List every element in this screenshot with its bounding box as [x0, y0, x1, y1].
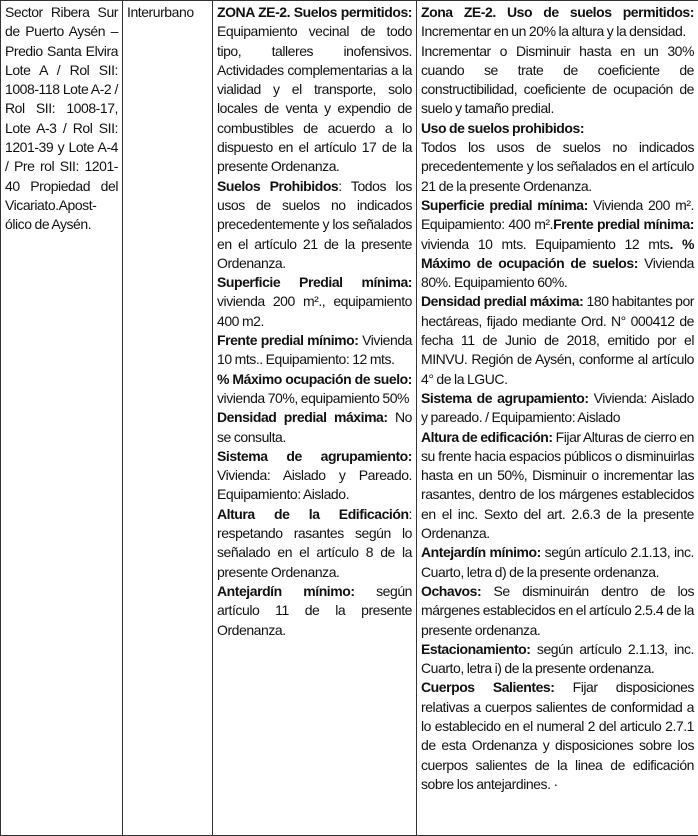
rule-label: ZONA ZE-2. Suelos permitidos: — [217, 4, 412, 20]
rule-label: Antejardín mínimo: — [217, 582, 355, 599]
rule-text: vivienda 10 mts. Equipamiento 12 mts — [421, 235, 670, 252]
rule-text: Vivienda 200 m². Equipamiento: 400 m². — [421, 196, 694, 233]
rule-paragraph — [421, 389, 694, 428]
rule-text: No se consulta. — [217, 409, 412, 445]
rule-text: según artículo 2.1.13, inc. Cuarto, letra d) de la presente ordenanza. — [421, 544, 694, 580]
rule-paragraph — [217, 177, 412, 273]
rule-paragraph — [217, 331, 412, 370]
rule-paragraph — [421, 119, 694, 138]
rule-label: Frente predial mínimo: — [217, 332, 359, 349]
rule-label: Superficie predial mínima: — [421, 196, 588, 213]
rule-text: según artículo 11 de la presente Ordenanza. — [217, 582, 412, 638]
rule-label: Uso de suelos prohibidos: — [421, 119, 585, 136]
rule-text: Incrementar en un 20% la altura y la densidad. — [421, 23, 686, 40]
rule-paragraph — [217, 505, 412, 582]
rule-text: : respetando rasantes según lo señalado en el artículo 8 de la presente Ordenanza. — [217, 505, 412, 580]
rule-paragraph — [421, 543, 694, 582]
rule-label: Superficie Predial mínima: — [217, 274, 412, 291]
rule-label: Densidad predial máxima: — [421, 293, 584, 310]
rule-text: Fijar disposiciones relativas a cuerpos salientes de conformidad a lo establecido en el numeral 2 del articulo 2.7.1 de esta Ordenanza y disposiciones sobre los cuerpos salientes de la linea de edificación sobre los antejardines. · — [421, 679, 694, 792]
rule-label: Densidad predial máxima: — [217, 409, 388, 426]
rule-label: % Máximo ocupación de suelo: — [217, 370, 412, 387]
rule-label: Zona ZE-2. Uso de suelos permitidos: — [421, 4, 694, 20]
sector-cell — [1, 1, 123, 836]
rule-text: Se disminuirán dentro de los márgenes establecidos en el artículo 2.5.4 de la presente ordenanza. — [421, 582, 694, 638]
table-row — [1, 1, 698, 836]
sector-text: Sector Ribera Sur de Puerto Aysén – Predio Santa Elvira Lote A / Rol SII: 1008-118 Lote A-2 / Rol SII: 1008-17, Lote A-3 / Rol SII: 1201-39 y Lote A-4 / Pre rol SII: 1201-40 Propiedad del Vicariato.Apost-ólico de Aysén. — [5, 4, 118, 233]
rule-text: vivienda 70%, equipamiento 50% — [217, 389, 410, 406]
rule-paragraph — [421, 678, 694, 794]
rule-paragraph — [421, 42, 694, 119]
area-text: Interurbano — [127, 4, 194, 20]
rule-text: Vivienda: Aislado y Pareado. Equipamiento: Aislado. — [217, 467, 412, 503]
rule-paragraph — [217, 3, 412, 177]
proposed-rules-cell — [417, 1, 698, 836]
rule-paragraph — [217, 273, 412, 331]
rule-label: Altura de edificación: — [421, 428, 553, 445]
rule-paragraph — [421, 428, 694, 544]
rule-label: Sistema de agrupamiento: — [217, 447, 412, 464]
rule-text: Equipamiento vecinal de todo tipo, talleres inofensivos. Actividades complementarias a la vialidad y el transporte, solo locales de venta y expendio de combustibles de acuerdo a lo dispuesto en el artículo 17 de la presente Ordenanza. — [217, 23, 412, 175]
rule-label: Suelos Prohibidos — [217, 177, 339, 194]
rule-paragraph — [421, 640, 694, 679]
rule-text: Vivienda: Aislado y pareado. / Equipamiento: Aislado — [421, 389, 694, 426]
rule-text: según artículo 2.1.13, inc. Cuarto, letra i) de la presente ordenanza. — [421, 640, 694, 677]
rule-paragraph — [421, 138, 694, 196]
rule-paragraph — [421, 3, 694, 42]
rule-label: Cuerpos Salientes: — [421, 679, 555, 696]
rule-label: Estacionamiento: — [421, 640, 531, 657]
rule-label: Ochavos: — [421, 582, 482, 599]
rule-paragraph — [421, 196, 694, 292]
rule-paragraph — [421, 582, 694, 640]
rule-text: Fijar Alturas de cierro en su frente hacia espacios públicos o disminuirlas hasta en un 50%, Disminuir o incrementar las rasantes, dentro de los márgenes establecidos en el inc. Sexto del art. 2.6.3 de la presente Ordenanza. — [421, 428, 694, 542]
rule-label: Frente predial mínima: — [553, 216, 694, 233]
rule-paragraph — [217, 582, 412, 640]
rule-paragraph — [421, 292, 694, 388]
current-rules-cell — [213, 1, 417, 836]
rule-text: Incrementar o Disminuir hasta en un 30% cuando se trate de coeficiente de constructibilidad, coeficiente de ocupación de suelo y tamaño predial. — [421, 42, 694, 117]
rule-text: vivienda 200 m²., equipamiento 400 m2. — [217, 293, 412, 329]
rule-text: Todos los usos de suelos no indicados precedentemente y los señalados en el artículo 21 de la presente Ordenanza. — [421, 139, 694, 194]
rule-label: Antejardín mínimo: — [421, 544, 541, 561]
area-cell — [123, 1, 213, 836]
rule-paragraph — [217, 408, 412, 447]
rule-text: Vivienda 80%. Equipamiento 60%. — [421, 254, 694, 291]
rule-text: Vivienda 10 mts.. Equipamiento: 12 mts. — [217, 332, 412, 368]
rule-text: 180 habitantes por hectáreas, fijado mediante Ord. N° 000412 de fecha 11 de Junio de 2018, emitido por el MINVU. Región de Aysén, conforme al artículo 4° de la LGUC. — [421, 293, 694, 387]
rule-label: Altura de la Edificación — [217, 505, 409, 522]
rule-paragraph — [217, 447, 412, 505]
rule-paragraph — [217, 370, 412, 409]
rule-text: : Todos los usos de suelos no indicados precedentemente y los señalados en el artículo 21 de la presente Ordenanza. — [217, 177, 412, 271]
rule-label: . % Máximo de ocupación de suelos: — [421, 235, 694, 271]
rule-label: Sistema de agrupamiento: — [421, 389, 589, 406]
